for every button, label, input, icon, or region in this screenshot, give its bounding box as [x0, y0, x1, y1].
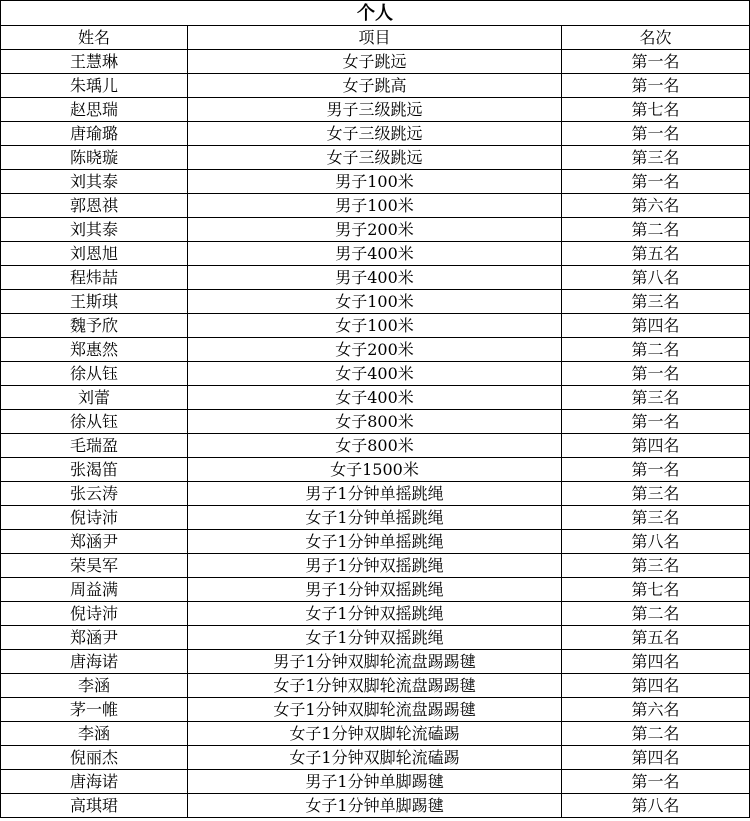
cell-name: 郭恩祺	[1, 194, 188, 218]
cell-rank: 第四名	[562, 746, 750, 770]
table-row	[1, 482, 750, 506]
cell-rank: 第三名	[562, 386, 750, 410]
cell-rank: 第一名	[562, 170, 750, 194]
table-row	[1, 722, 750, 746]
table-row	[1, 242, 750, 266]
cell-rank: 第四名	[562, 650, 750, 674]
cell-event: 女子400米	[188, 362, 562, 386]
cell-event: 女子1500米	[188, 458, 562, 482]
cell-name: 郑惠然	[1, 338, 188, 362]
cell-rank: 第四名	[562, 674, 750, 698]
cell-event: 男子1分钟双摇跳绳	[188, 578, 562, 602]
table-row	[1, 458, 750, 482]
cell-rank: 第三名	[562, 146, 750, 170]
table-row	[1, 146, 750, 170]
cell-event: 女子200米	[188, 338, 562, 362]
cell-name: 唐瑜璐	[1, 122, 188, 146]
cell-event: 女子100米	[188, 314, 562, 338]
cell-event: 女子跳高	[188, 74, 562, 98]
cell-rank: 第二名	[562, 338, 750, 362]
cell-event: 女子1分钟双脚轮流盘踢踢毽	[188, 698, 562, 722]
table-row	[1, 266, 750, 290]
cell-name: 刘蕾	[1, 386, 188, 410]
title-row	[1, 1, 750, 26]
table-row	[1, 122, 750, 146]
cell-event: 女子1分钟单摇跳绳	[188, 530, 562, 554]
cell-name: 王慧琳	[1, 50, 188, 74]
table-row	[1, 770, 750, 794]
cell-rank: 第五名	[562, 626, 750, 650]
cell-event: 男子1分钟双摇跳绳	[188, 554, 562, 578]
cell-name: 茅一帷	[1, 698, 188, 722]
table-body	[1, 50, 750, 818]
cell-name: 唐海诺	[1, 650, 188, 674]
cell-name: 陈晓璇	[1, 146, 188, 170]
cell-event: 女子1分钟双脚轮流磕踢	[188, 722, 562, 746]
table-row	[1, 674, 750, 698]
cell-name: 李涵	[1, 674, 188, 698]
cell-rank: 第五名	[562, 242, 750, 266]
cell-name: 唐海诺	[1, 770, 188, 794]
header-name: 姓名	[1, 26, 188, 50]
cell-event: 女子400米	[188, 386, 562, 410]
cell-name: 倪诗沛	[1, 506, 188, 530]
cell-name: 高琪珺	[1, 794, 188, 818]
cell-name: 刘恩旭	[1, 242, 188, 266]
cell-event: 女子1分钟双摇跳绳	[188, 602, 562, 626]
cell-rank: 第一名	[562, 458, 750, 482]
cell-name: 李涵	[1, 722, 188, 746]
cell-rank: 第二名	[562, 218, 750, 242]
table-row	[1, 50, 750, 74]
header-row	[1, 26, 750, 50]
cell-event: 男子1分钟单摇跳绳	[188, 482, 562, 506]
table-row	[1, 698, 750, 722]
cell-name: 倪丽杰	[1, 746, 188, 770]
cell-rank: 第三名	[562, 290, 750, 314]
table-title: 个人	[1, 1, 750, 26]
cell-name: 张渴笛	[1, 458, 188, 482]
table-row	[1, 74, 750, 98]
table-row	[1, 434, 750, 458]
cell-event: 女子1分钟双脚轮流盘踢踢毽	[188, 674, 562, 698]
table-row	[1, 362, 750, 386]
cell-name: 魏予欣	[1, 314, 188, 338]
table-row	[1, 410, 750, 434]
cell-rank: 第三名	[562, 554, 750, 578]
table-row	[1, 314, 750, 338]
cell-event: 女子1分钟双脚轮流磕踢	[188, 746, 562, 770]
table-row	[1, 194, 750, 218]
cell-event: 男子200米	[188, 218, 562, 242]
cell-rank: 第六名	[562, 698, 750, 722]
cell-rank: 第一名	[562, 410, 750, 434]
cell-rank: 第一名	[562, 770, 750, 794]
cell-rank: 第八名	[562, 794, 750, 818]
table-row	[1, 98, 750, 122]
cell-event: 男子1分钟单脚踢毽	[188, 770, 562, 794]
table-row	[1, 506, 750, 530]
cell-name: 荣昊军	[1, 554, 188, 578]
cell-event: 女子三级跳远	[188, 146, 562, 170]
header-event: 项目	[188, 26, 562, 50]
cell-rank: 第七名	[562, 98, 750, 122]
table-row	[1, 602, 750, 626]
cell-name: 刘其泰	[1, 218, 188, 242]
cell-rank: 第六名	[562, 194, 750, 218]
table-row	[1, 554, 750, 578]
cell-event: 女子800米	[188, 434, 562, 458]
table-row	[1, 746, 750, 770]
table-row	[1, 650, 750, 674]
table-row	[1, 290, 750, 314]
cell-event: 女子跳远	[188, 50, 562, 74]
cell-rank: 第一名	[562, 122, 750, 146]
cell-rank: 第八名	[562, 266, 750, 290]
table-row	[1, 626, 750, 650]
cell-name: 郑涵尹	[1, 530, 188, 554]
cell-event: 男子1分钟双脚轮流盘踢踢毽	[188, 650, 562, 674]
table-row	[1, 386, 750, 410]
cell-rank: 第三名	[562, 506, 750, 530]
cell-name: 赵思瑞	[1, 98, 188, 122]
cell-name: 徐从钰	[1, 410, 188, 434]
cell-rank: 第八名	[562, 530, 750, 554]
cell-event: 女子1分钟双摇跳绳	[188, 626, 562, 650]
cell-event: 女子1分钟单脚踢毽	[188, 794, 562, 818]
cell-name: 徐从钰	[1, 362, 188, 386]
cell-event: 男子400米	[188, 242, 562, 266]
cell-name: 张云涛	[1, 482, 188, 506]
cell-rank: 第三名	[562, 482, 750, 506]
cell-event: 女子800米	[188, 410, 562, 434]
header-rank: 名次	[562, 26, 750, 50]
cell-rank: 第二名	[562, 722, 750, 746]
cell-event: 女子100米	[188, 290, 562, 314]
cell-name: 朱瑀儿	[1, 74, 188, 98]
cell-name: 刘其泰	[1, 170, 188, 194]
cell-name: 倪诗沛	[1, 602, 188, 626]
cell-event: 男子400米	[188, 266, 562, 290]
table-row	[1, 578, 750, 602]
table-row	[1, 218, 750, 242]
cell-rank: 第一名	[562, 74, 750, 98]
cell-rank: 第四名	[562, 314, 750, 338]
cell-name: 王斯琪	[1, 290, 188, 314]
table-row	[1, 530, 750, 554]
cell-event: 男子100米	[188, 170, 562, 194]
cell-rank: 第七名	[562, 578, 750, 602]
cell-event: 男子100米	[188, 194, 562, 218]
table-row	[1, 338, 750, 362]
cell-name: 周益满	[1, 578, 188, 602]
cell-event: 男子三级跳远	[188, 98, 562, 122]
cell-rank: 第一名	[562, 362, 750, 386]
table-row	[1, 170, 750, 194]
cell-rank: 第一名	[562, 50, 750, 74]
cell-event: 女子三级跳远	[188, 122, 562, 146]
cell-name: 毛瑞盈	[1, 434, 188, 458]
cell-name: 郑涵尹	[1, 626, 188, 650]
cell-rank: 第四名	[562, 434, 750, 458]
cell-name: 程炜喆	[1, 266, 188, 290]
cell-event: 女子1分钟单摇跳绳	[188, 506, 562, 530]
cell-rank: 第二名	[562, 602, 750, 626]
table-row	[1, 794, 750, 818]
